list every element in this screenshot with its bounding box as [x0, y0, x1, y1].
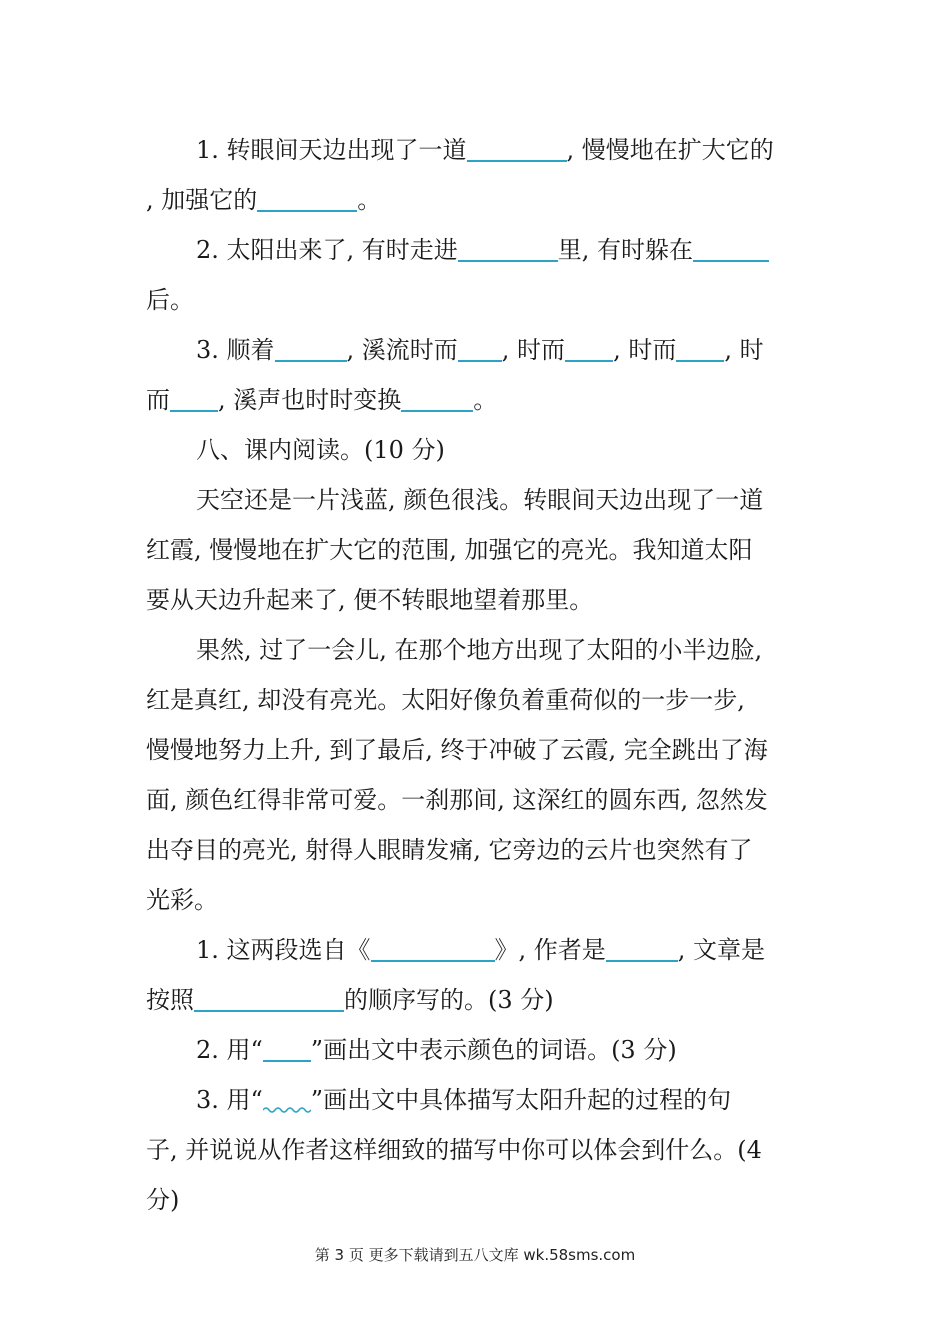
q8-item1-text-e: 的顺序写的。(3 分)	[344, 986, 554, 1014]
q7-item3-line1	[196, 334, 764, 366]
q7-item3-text-e: , 时	[724, 336, 764, 364]
answer-blank[interactable]	[275, 336, 347, 362]
answer-blank[interactable]	[257, 186, 357, 212]
q7-item2-line1	[196, 234, 769, 266]
answer-blank[interactable]	[467, 136, 567, 162]
q7-item3-text-d: , 时而	[613, 336, 677, 364]
q7-item3-text-h: 。	[473, 386, 498, 414]
answer-blank[interactable]	[194, 986, 344, 1012]
passage-p1-line: 天空还是一片浅蓝, 颜色很浅。转眼间天边出现了一道	[196, 486, 764, 514]
q8-item3-text-a: 3. 用“	[196, 1086, 263, 1114]
q7-item1-line2	[146, 184, 381, 216]
q8-item1-text-b: 》, 作者是	[494, 936, 606, 964]
q8-item3-line3: 分)	[146, 1186, 180, 1214]
q7-item1-line1	[196, 134, 774, 166]
q8-item1-line2	[146, 984, 554, 1016]
q7-item3-text-f: 而	[146, 386, 170, 414]
passage-p2-line: 光彩。	[146, 886, 218, 914]
passage-p2-line: 红是真红, 却没有亮光。太阳好像负着重荷似的一步一步,	[146, 686, 745, 714]
passage-p1-line: 要从天边升起来了, 便不转眼地望着那里。	[146, 586, 594, 614]
q7-item1-text-a: 1. 转眼间天边出现了一道	[196, 136, 467, 164]
answer-blank[interactable]	[170, 386, 218, 412]
q8-item2-text-a: 2. 用“	[196, 1036, 263, 1064]
answer-blank[interactable]	[458, 336, 502, 362]
q8-item3-line1	[196, 1084, 731, 1116]
answer-blank[interactable]	[606, 936, 678, 962]
q7-item2-text-b: 里, 有时躲在	[557, 236, 694, 264]
answer-blank[interactable]	[676, 336, 724, 362]
q7-item3-text-c: , 时而	[501, 336, 566, 364]
passage-p1-line: 红霞, 慢慢地在扩大它的范围, 加强它的亮光。我知道太阳	[146, 536, 753, 564]
section-heading: 八、课内阅读。(10 分)	[196, 436, 445, 464]
q7-item3-line2	[146, 384, 497, 416]
q8-item1-text-a: 1. 这两段选自《	[196, 936, 371, 964]
answer-blank[interactable]	[401, 386, 473, 412]
straight-underline-sample	[263, 1036, 311, 1062]
q7-item3-text-g: , 溪声也时时变换	[218, 386, 402, 414]
answer-blank[interactable]	[458, 236, 558, 262]
q7-item2-text-a: 2. 太阳出来了, 有时走进	[196, 236, 458, 264]
q8-item1-line1	[196, 934, 765, 966]
wavy-underline-sample	[263, 1088, 311, 1112]
q7-item1-text-c: , 加强它的	[146, 186, 258, 214]
passage-p2-line: 果然, 过了一会儿, 在那个地方出现了太阳的小半边脸,	[196, 636, 763, 664]
q8-item3-line2: 子, 并说说从作者这样细致的描写中你可以体会到什么。(4	[146, 1136, 762, 1164]
q7-item1-text-d: 。	[357, 186, 382, 214]
q7-item2-text-c: 后。	[146, 286, 194, 314]
q7-item3-text-b: , 溪流时而	[346, 336, 458, 364]
passage-p2-line: 出夺目的亮光, 射得人眼睛发痛, 它旁边的云片也突然有了	[146, 836, 753, 864]
q8-item3-text-b: ”画出文中具体描写太阳升起的过程的句	[310, 1086, 732, 1114]
answer-blank[interactable]	[371, 936, 495, 962]
answer-blank[interactable]	[693, 236, 769, 262]
q7-item1-text-b: , 慢慢地在扩大它的	[566, 136, 774, 164]
q8-item2	[196, 1034, 677, 1066]
q7-item2-line2	[146, 284, 194, 316]
q8-item1-text-d: 按照	[146, 986, 194, 1014]
q7-item3-text-a: 3. 顺着	[196, 336, 275, 364]
answer-blank[interactable]	[565, 336, 613, 362]
page-footer: 第 3 页 更多下载请到五八文库 wk.58sms.com	[314, 1246, 636, 1264]
passage-p2-line: 慢慢地努力上升, 到了最后, 终于冲破了云霞, 完全跳出了海	[146, 736, 768, 764]
q8-item1-text-c: , 文章是	[677, 936, 766, 964]
passage-p2-line: 面, 颜色红得非常可爱。一刹那间, 这深红的圆东西, 忽然发	[146, 786, 768, 814]
q8-item2-text-b: ”画出文中表示颜色的词语。(3 分)	[310, 1036, 677, 1064]
